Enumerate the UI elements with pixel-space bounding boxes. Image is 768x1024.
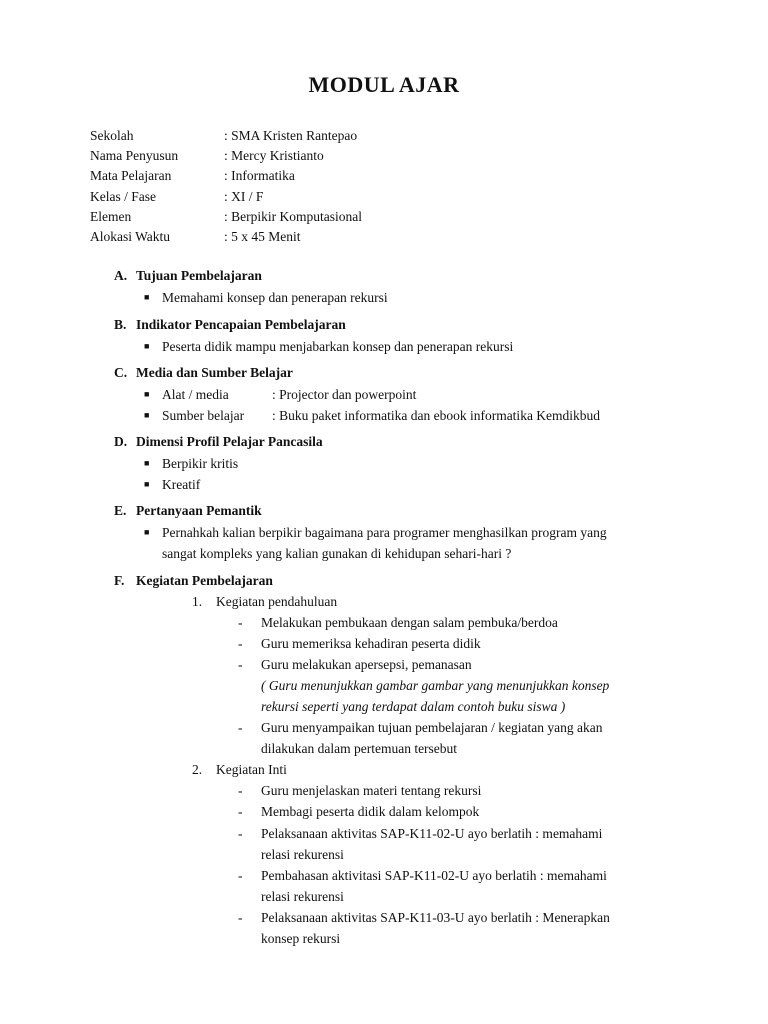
- bullet-icon: ■: [144, 458, 150, 468]
- numbered-step-1: [192, 594, 337, 610]
- dash-item-text: Pelaksanaan aktivitas SAP-K11-02-U ayo berlatih : memahami: [261, 826, 603, 841]
- bullet-icon: ■: [144, 410, 150, 420]
- list-item-label: Sumber belajar: [162, 408, 245, 423]
- list-item-text: Pernahkah kalian berpikir bagaimana para programer menghasilkan program yang: [162, 525, 607, 540]
- list-item: [144, 339, 513, 355]
- list-item-text: Peserta didik mampu menjabarkan konsep dan penerapan rekursi: [162, 339, 514, 354]
- info-label: Alokasi Waktu: [90, 228, 171, 244]
- list-item: [144, 408, 600, 424]
- section-heading-e: [114, 503, 262, 519]
- section-heading-d: [114, 434, 323, 450]
- dash-item-note: ( Guru menunjukkan gambar gambar yang menunjukkan konsep: [261, 678, 610, 693]
- bullet-icon: ■: [144, 527, 150, 537]
- info-label: Nama Penyusun: [90, 148, 179, 164]
- dash-icon: -: [238, 657, 243, 672]
- list-item-text: Kreatif: [162, 477, 201, 492]
- dash-item: [238, 636, 481, 652]
- list-item-text: Berpikir kritis: [162, 456, 239, 471]
- section-title: Tujuan Pembelajaran: [136, 268, 262, 283]
- list-item: [144, 477, 200, 493]
- info-row-penyusun: [90, 146, 690, 166]
- bullet-icon: ■: [144, 292, 150, 302]
- dash-item: [238, 804, 479, 820]
- step-number: 2.: [192, 762, 203, 777]
- list-item-continuation: sangat kompleks yang kalian gunakan di kehidupan sehari-hari ?: [162, 546, 512, 561]
- dash-item: [238, 720, 603, 736]
- dash-icon: -: [238, 615, 243, 630]
- step-number: 1.: [192, 594, 203, 609]
- step-label: Kegiatan pendahuluan: [216, 594, 338, 609]
- dash-item: [238, 657, 472, 673]
- dash-item-text: Guru memeriksa kehadiran peserta didik: [261, 636, 481, 651]
- dash-item: [238, 868, 607, 884]
- dash-icon: -: [238, 804, 243, 819]
- list-item: [144, 290, 388, 306]
- dash-icon: -: [238, 636, 243, 651]
- dash-item-continuation: dilakukan dalam pertemuan tersebut: [261, 741, 458, 756]
- dash-item: [238, 615, 558, 631]
- info-value: : SMA Kristen Rantepao: [224, 128, 358, 143]
- bullet-icon: ■: [144, 389, 150, 399]
- section-letter: F.: [114, 573, 125, 588]
- dash-item-text: Membagi peserta didik dalam kelompok: [261, 804, 480, 819]
- list-item-text: Memahami konsep dan penerapan rekursi: [162, 290, 388, 305]
- list-item: [144, 387, 416, 403]
- section-title: Indikator Pencapaian Pembelajaran: [136, 317, 346, 332]
- section-title: Media dan Sumber Belajar: [136, 365, 293, 380]
- section-letter: A.: [114, 268, 128, 283]
- document-title: MODUL AJAR: [308, 72, 460, 97]
- numbered-step-2: [192, 762, 287, 778]
- dash-icon: -: [238, 783, 243, 798]
- info-row-sekolah: [90, 126, 690, 146]
- info-row-kelas: [90, 187, 690, 207]
- section-letter: C.: [114, 365, 128, 380]
- dash-icon: -: [238, 720, 243, 735]
- list-item-label: Alat / media: [162, 387, 229, 402]
- info-value: : Berpikir Komputasional: [224, 208, 362, 224]
- dash-item-text: Guru menyampaikan tujuan pembelajaran / kegiatan yang akan: [261, 720, 603, 735]
- info-label: Elemen: [90, 208, 132, 224]
- info-label: Sekolah: [90, 128, 134, 143]
- info-label: Mata Pelajaran: [90, 168, 172, 184]
- dash-item-continuation: relasi rekurensi: [261, 889, 344, 904]
- dash-item-note: rekursi seperti yang terdapat dalam contoh buku siswa ): [261, 699, 566, 714]
- dash-item: [238, 910, 610, 926]
- section-title: Kegiatan Pembelajaran: [136, 573, 273, 588]
- info-row-alokasi: [90, 227, 690, 247]
- info-label: Kelas / Fase: [90, 188, 156, 204]
- dash-item: [238, 826, 602, 842]
- section-title: Dimensi Profil Pelajar Pancasila: [136, 434, 323, 449]
- dash-item-text: Melakukan pembukaan dengan salam pembuka/berdoa: [261, 615, 558, 630]
- dash-item-text: Pelaksanaan aktivitas SAP-K11-03-U ayo berlatih : Menerapkan: [261, 910, 610, 925]
- dash-item-continuation: konsep rekursi: [261, 931, 341, 946]
- section-heading-f: [114, 573, 273, 589]
- dash-item-text: Guru menjelaskan materi tentang rekursi: [261, 783, 482, 798]
- dash-item-text: Guru melakukan apersepsi, pemanasan: [261, 657, 472, 672]
- dash-icon: -: [238, 826, 243, 841]
- info-value: : 5 x 45 Menit: [224, 228, 301, 244]
- step-label: Kegiatan Inti: [216, 762, 287, 777]
- list-item-value: : Buku paket informatika dan ebook informatika Kemdikbud: [272, 408, 601, 423]
- list-item-value: : Projector dan powerpoint: [272, 387, 417, 402]
- info-value: : Informatika: [224, 168, 295, 184]
- section-heading-c: [114, 365, 293, 381]
- list-item: [144, 525, 607, 541]
- info-value: : Mercy Kristianto: [224, 148, 324, 164]
- section-letter: B.: [114, 317, 127, 332]
- section-letter: E.: [114, 503, 127, 518]
- info-row-elemen: [90, 207, 690, 227]
- section-title: Pertanyaan Pemantik: [136, 503, 262, 518]
- dash-item-text: Pembahasan aktivitasi SAP-K11-02-U ayo berlatih : memahami: [261, 868, 607, 883]
- bullet-icon: ■: [144, 479, 150, 489]
- section-letter: D.: [114, 434, 128, 449]
- bullet-icon: ■: [144, 341, 150, 351]
- dash-item: [238, 783, 481, 799]
- dash-icon: -: [238, 910, 243, 925]
- dash-icon: -: [238, 868, 243, 883]
- list-item: [144, 456, 238, 472]
- info-row-mapel: [90, 166, 690, 186]
- identity-table: [90, 126, 690, 247]
- section-heading-a: [114, 268, 262, 284]
- section-heading-b: [114, 317, 346, 333]
- info-value: : XI / F: [224, 188, 264, 204]
- dash-item-continuation: relasi rekurensi: [261, 847, 344, 862]
